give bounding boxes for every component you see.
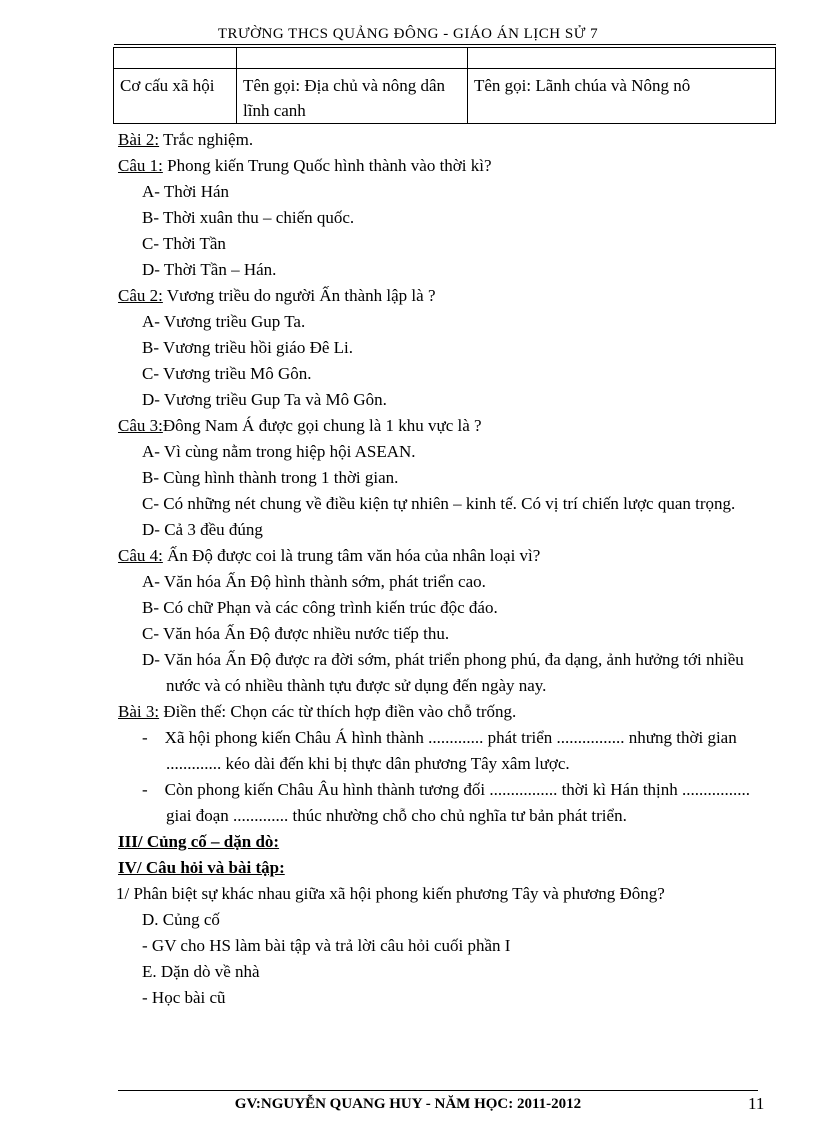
page-number: 11 <box>748 1094 765 1113</box>
question-3 <box>118 413 778 439</box>
answer-option: B- Vương triều hồi giáo Đê Li. <box>142 338 353 357</box>
answer-option: D- Cả 3 đều đúng <box>142 520 263 539</box>
question-text: Đông Nam Á được gọi chung là 1 khu vực là ? <box>162 416 482 435</box>
review-item: - GV cho HS làm bài tập và trả lời câu hỏi cuối phần I <box>142 936 511 955</box>
answer-option: D- Thời Tần – Hán. <box>142 260 277 279</box>
question-text: Vương triều do người Ấn thành lập là ? <box>162 286 436 305</box>
question-label: Câu 3: <box>118 416 163 435</box>
question-label: Câu 4: <box>118 546 163 565</box>
fill-in-text: Xã hội phong kiến Châu Á hình thành ............. phát triển ................ nhưng thời gian ............. kéo dài đến khi bị thực dân phương Tây xâm lược. <box>164 728 737 773</box>
question-text: Ấn Độ được coi là trung tâm văn hóa của nhân loại vì? <box>162 546 541 565</box>
question-label: Câu 2: <box>118 286 163 305</box>
answer-option: B- Thời xuân thu – chiến quốc. <box>142 208 355 227</box>
table-cell <box>237 48 468 69</box>
answer-option: A- Văn hóa Ấn Độ hình thành sớm, phát triển cao. <box>142 572 486 591</box>
table-cell: Cơ cấu xã hội <box>114 69 237 124</box>
page-header: TRƯỜNG THCS QUẢNG ĐÔNG - GIÁO ÁN LỊCH SỬ 7 <box>217 26 599 42</box>
table-cell: Tên gọi: Lãnh chúa và Nông nô <box>468 69 776 124</box>
fill-in-text: Còn phong kiến Châu Âu hình thành tương đối ................ thời kì Hán thịnh ................ giai đoạn ............. thúc nhường chỗ cho chủ nghĩa tư bản phát triển. <box>164 780 751 825</box>
answer-option: B- Có chữ Phạn và các công trình kiến trúc độc đáo. <box>142 598 498 617</box>
question-1 <box>118 153 778 179</box>
table-cell <box>114 48 237 69</box>
document-body <box>118 127 778 1011</box>
header-divider <box>114 44 776 45</box>
exercise-text: Điền thế: Chọn các từ thích hợp điền vào chỗ trống. <box>159 702 517 721</box>
question-2 <box>118 283 778 309</box>
table-cell <box>468 48 776 69</box>
question-text: Phong kiến Trung Quốc hình thành vào thời kì? <box>162 156 492 175</box>
answer-option: A- Vương triều Gup Ta. <box>142 312 306 331</box>
table-cell: Tên gọi: Địa chủ và nông dân lĩnh canh <box>237 69 468 124</box>
exercise-text: Trắc nghiệm. <box>159 130 254 149</box>
homework-question: 1/ Phân biệt sự khác nhau giữa xã hội phong kiến phương Tây và phương Đông? <box>116 884 665 903</box>
question-4 <box>118 543 778 569</box>
comparison-table <box>113 47 776 124</box>
section-4-heading: IV/ Câu hỏi và bài tập: <box>118 858 285 877</box>
exercise-label: Bài 3: <box>118 702 160 721</box>
fill-in-item: - Xã hội phong kiến Châu Á hình thành ............. phát triển ................ nhưng thời gian ............. kéo dài đến khi bị thực dân phương Tây xâm lược. <box>142 728 737 773</box>
review-heading: D. Củng cố <box>142 910 220 929</box>
exercise-2-heading <box>118 127 778 153</box>
fill-in-item: - Còn phong kiến Châu Âu hình thành tương đối ................ thời kì Hán thịnh ................ giai đoạn ............. thúc nhường chỗ cho chủ nghĩa tư bản phát triển. <box>142 780 751 825</box>
answer-option: D- Vương triều Gup Ta và Mô Gôn. <box>142 390 387 409</box>
answer-option: C- Thời Tần <box>142 234 226 253</box>
footer-divider <box>118 1090 758 1091</box>
exercise-label: Bài 2: <box>118 130 160 149</box>
table-row <box>114 69 776 124</box>
section-3-heading: III/ Củng cố – dặn dò: <box>118 832 280 851</box>
homework-heading: E. Dặn dò về nhà <box>142 962 260 981</box>
page-footer: GV:NGUYỄN QUANG HUY - NĂM HỌC: 2011-2012 <box>234 1096 582 1112</box>
answer-option: C- Vương triều Mô Gôn. <box>142 364 312 383</box>
question-label: Câu 1: <box>118 156 163 175</box>
answer-option: C- Văn hóa Ấn Độ được nhiều nước tiếp thu. <box>142 624 450 643</box>
answer-option: A- Vì cùng nằm trong hiệp hội ASEAN. <box>142 442 416 461</box>
answer-option: C- Có những nét chung về điều kiện tự nhiên – kinh tế. Có vị trí chiến lược quan trọng. <box>142 494 736 513</box>
answer-option: B- Cùng hình thành trong 1 thời gian. <box>142 468 399 487</box>
homework-item: - Học bài cũ <box>142 988 226 1007</box>
answer-option: D- Văn hóa Ấn Độ được ra đời sớm, phát triển phong phú, đa dạng, ảnh hưởng tới nhiều nước và có nhiều thành tựu được sử dụng đến ngày nay. <box>142 650 744 695</box>
answer-option: A- Thời Hán <box>142 182 230 201</box>
exercise-3-heading <box>118 699 778 725</box>
table-row <box>114 48 776 69</box>
